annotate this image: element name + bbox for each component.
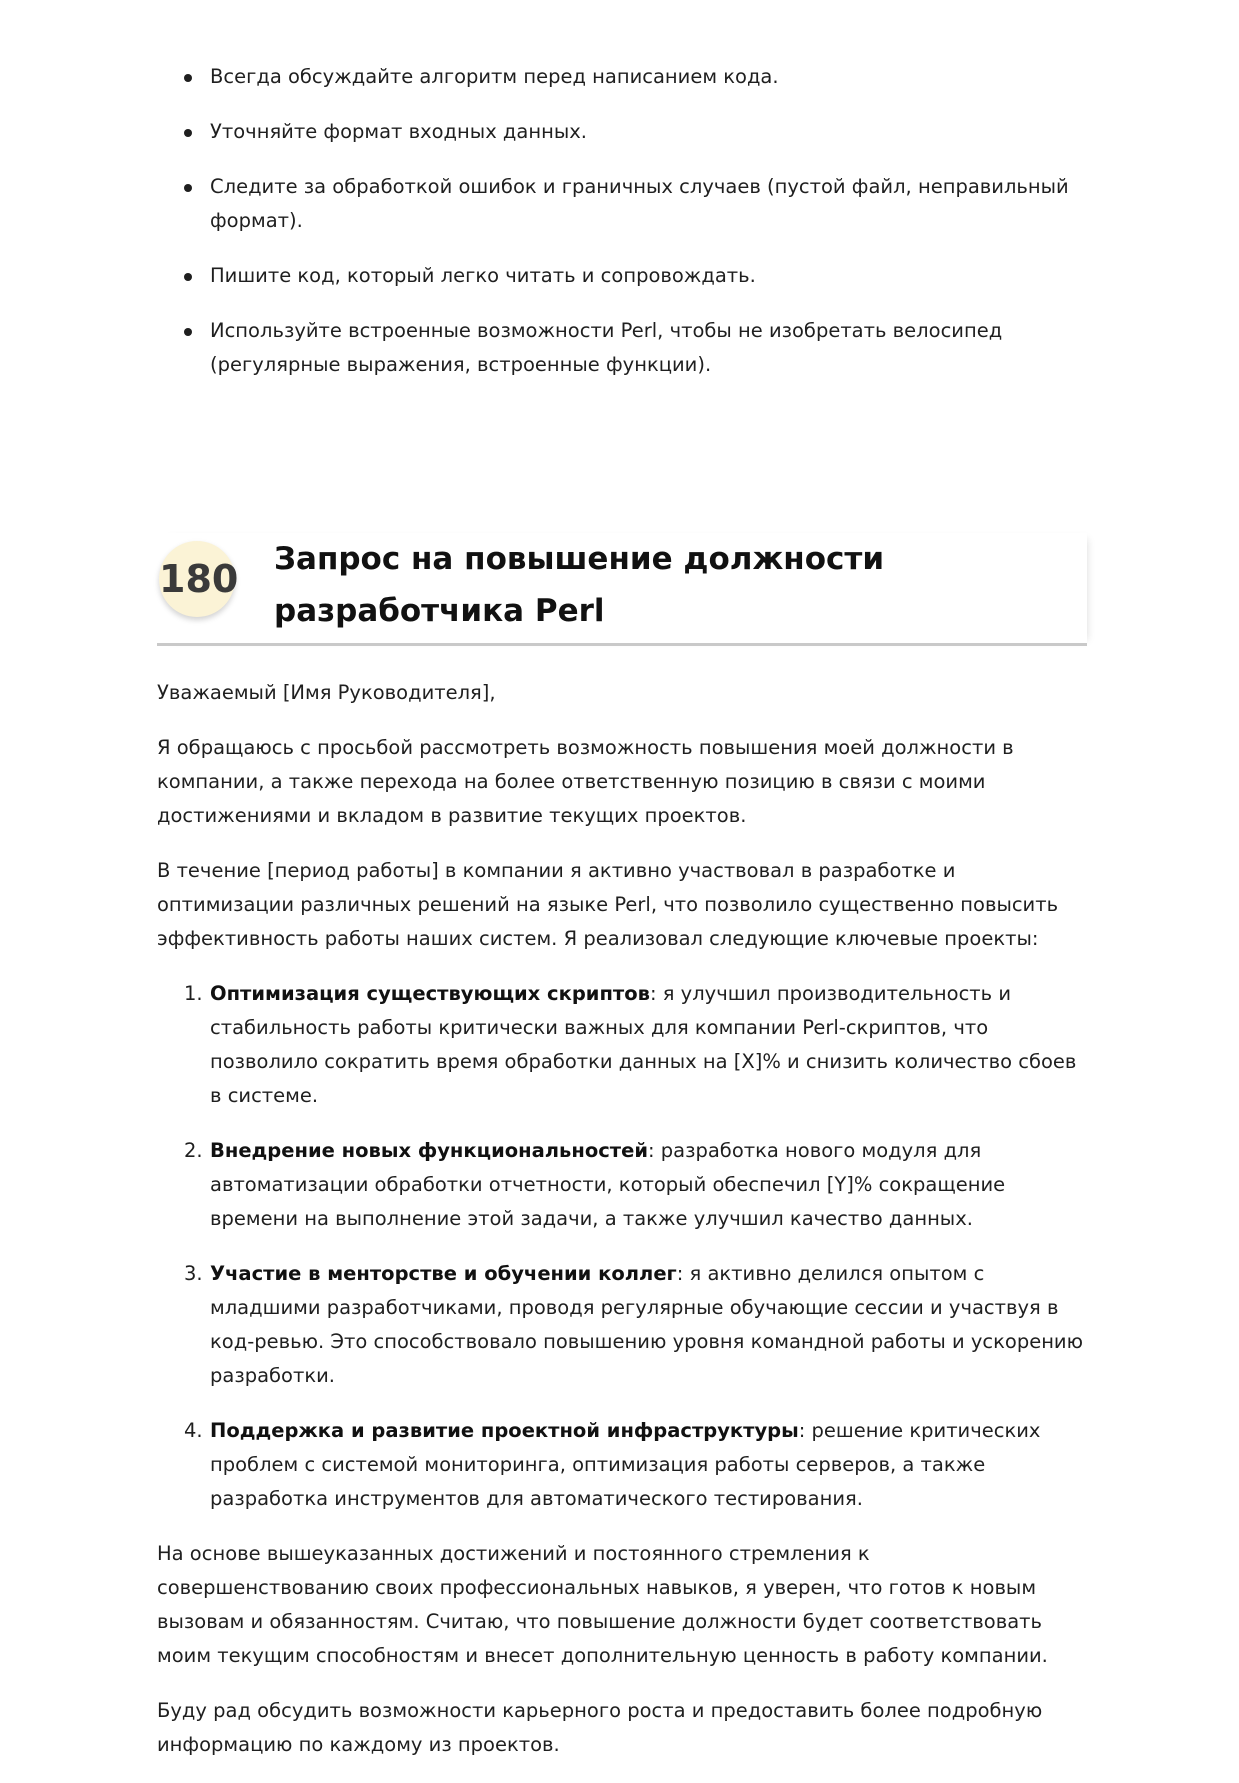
project-description: : я улучшил производительность и стабильность работы критически важных для компании Perl-скриптов, что позволило сократить время обработки данных на [X]% и снизить количество сбоев в системе. bbox=[210, 982, 1077, 1107]
tip-text: Используйте встроенные возможности Perl, чтобы не изобретать велосипед (регулярные выражения, встроенные функции). bbox=[210, 319, 1003, 376]
section-number-badge: 180 bbox=[159, 541, 235, 617]
tip-text: Следите за обработкой ошибок и граничных случаев (пустой файл, неправильный формат). bbox=[210, 175, 1069, 232]
project-description: : я активно делился опытом с младшими разработчиками, проводя регулярные обучающие сессии и участвуя в код-ревью. Это способствовало повышению уровня командной работы и ускорению разработки. bbox=[210, 1262, 1084, 1387]
tip-text: Пишите код, который легко читать и сопровождать. bbox=[210, 264, 756, 287]
tip-text: Уточняйте формат входных данных. bbox=[210, 120, 587, 143]
list-item bbox=[157, 259, 1087, 293]
list-item bbox=[157, 1414, 1087, 1516]
item-number: 4. bbox=[184, 1419, 203, 1442]
list-item bbox=[157, 1134, 1087, 1236]
section-heading bbox=[157, 533, 1087, 646]
list-item bbox=[157, 60, 1087, 94]
projects-list bbox=[157, 977, 1087, 1516]
list-item bbox=[157, 977, 1087, 1113]
bullet-icon bbox=[184, 328, 192, 336]
project-title: Участие в менторстве и обучении коллег bbox=[210, 1262, 677, 1285]
letter-paragraph: В течение [период работы] в компании я активно участвовал в разработке и оптимизации различных решений на языке Perl, что позволило существенно повысить эффективность работы наших систем. Я реализовал следующие ключевые проекты: bbox=[157, 859, 1059, 950]
letter-body bbox=[157, 676, 1087, 1783]
project-description: : решение критических проблем с системой мониторинга, оптимизация работы серверов, а также разработка инструментов для автоматического тестирования. bbox=[210, 1419, 1041, 1510]
bullet-icon bbox=[184, 129, 192, 137]
bullet-icon bbox=[184, 184, 192, 192]
list-item bbox=[157, 115, 1087, 149]
letter-paragraph: Я обращаюсь с просьбой рассмотреть возможность повышения моей должности в компании, а также перехода на более ответственную позицию в связи с моими достижениями и вкладом в развитие текущих проектов. bbox=[157, 736, 1014, 827]
item-number: 3. bbox=[184, 1262, 203, 1285]
section-title: Запрос на повышение должности разработчика Perl bbox=[274, 541, 885, 629]
letter-greeting: Уважаемый [Имя Руководителя], bbox=[157, 681, 496, 704]
list-item bbox=[157, 314, 1087, 382]
project-description: : разработка нового модуля для автоматизации обработки отчетности, который обеспечил [Y]% сокращение времени на выполнение этой задачи, а также улучшил качество данных. bbox=[210, 1139, 1006, 1230]
list-item bbox=[157, 170, 1087, 238]
tips-list bbox=[157, 60, 1087, 403]
project-title: Внедрение новых функциональностей bbox=[210, 1139, 648, 1162]
tip-text: Всегда обсуждайте алгоритм перед написанием кода. bbox=[210, 65, 779, 88]
bullet-icon bbox=[184, 273, 192, 281]
letter-paragraph: Буду рад обсудить возможности карьерного роста и предоставить более подробную информацию по каждому из проектов. bbox=[157, 1699, 1043, 1756]
bullet-icon bbox=[184, 74, 192, 82]
project-title: Оптимизация существующих скриптов bbox=[210, 982, 650, 1005]
item-number: 1. bbox=[184, 982, 203, 1005]
letter-paragraph: На основе вышеуказанных достижений и постоянного стремления к совершенствованию своих профессиональных навыков, я уверен, что готов к новым вызовам и обязанностям. Считаю, что повышение должности будет соответствовать моим текущим способностям и внесет дополнительную ценность в работу компании. bbox=[157, 1542, 1048, 1667]
item-number: 2. bbox=[184, 1139, 203, 1162]
list-item bbox=[157, 1257, 1087, 1393]
project-title: Поддержка и развитие проектной инфраструктуры bbox=[210, 1419, 799, 1442]
